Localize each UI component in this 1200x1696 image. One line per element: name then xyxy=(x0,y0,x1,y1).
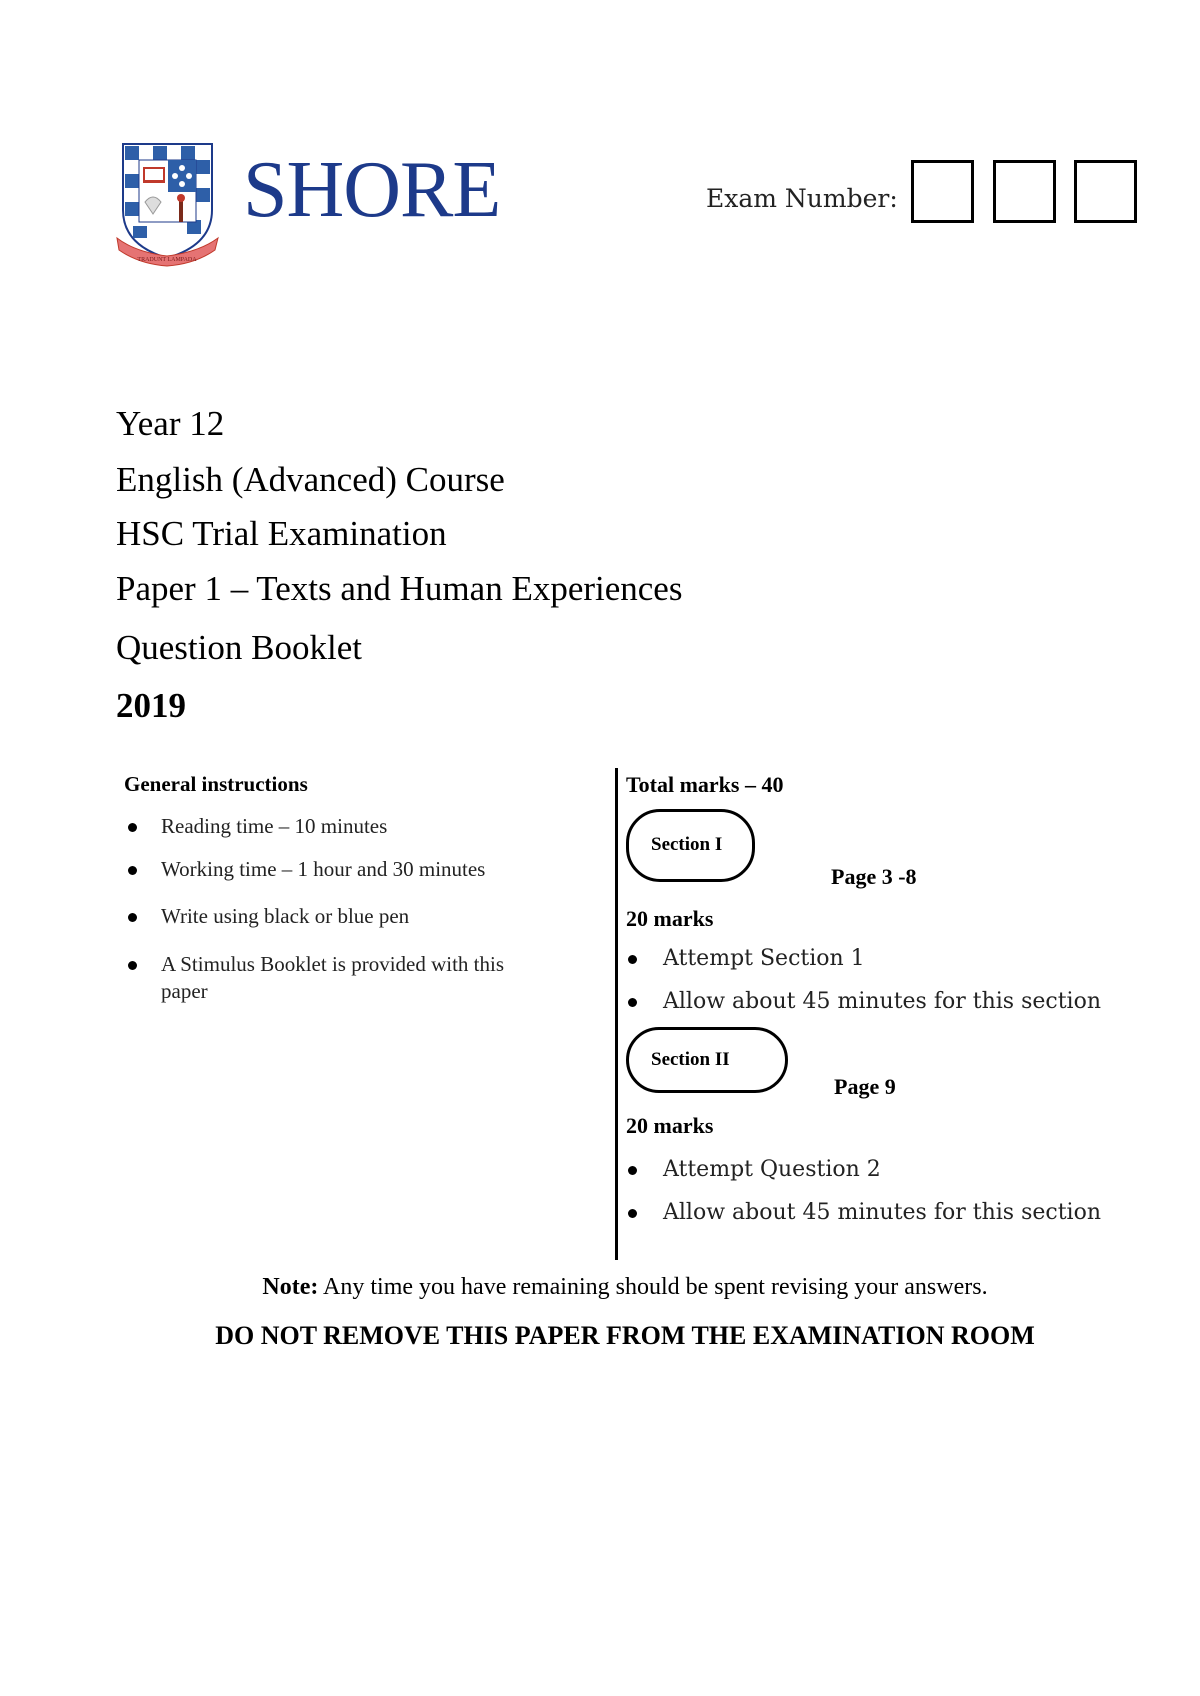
section-1-label: Section I xyxy=(651,834,723,855)
warning-text: DO NOT REMOVE THIS PAPER FROM THE EXAMINATION ROOM xyxy=(215,1321,1035,1350)
instruction-item: Working time – 1 hour and 30 minutes xyxy=(161,857,486,881)
note-text: Any time you have remaining should be spent revising your answers. xyxy=(318,1274,988,1300)
title-course: English (Advanced) Course xyxy=(116,460,505,499)
title-booklet: Question Booklet xyxy=(116,628,362,667)
instruction-item: A Stimulus Booklet is provided with this xyxy=(161,952,505,976)
instruction-item-continued: paper xyxy=(161,979,208,1003)
crest-motto: TRADUNT LAMPADA xyxy=(137,257,197,263)
school-logo-text: SHORE xyxy=(243,146,501,234)
exam-number-box-1[interactable] xyxy=(911,160,974,223)
note-label: Note: xyxy=(262,1274,319,1300)
bullet-icon xyxy=(128,961,137,970)
bullet-icon xyxy=(628,998,637,1007)
exam-number-box-2[interactable] xyxy=(993,160,1056,223)
instruction-item: Reading time – 10 minutes xyxy=(161,814,388,838)
section-2-item: Attempt Question 2 xyxy=(663,1157,881,1182)
bullet-icon xyxy=(628,1209,637,1218)
section-1-marks: 20 marks xyxy=(626,906,714,931)
section-2-badge xyxy=(626,1027,788,1093)
instruction-item: Write using black or blue pen xyxy=(161,904,410,928)
column-divider xyxy=(615,768,618,1260)
note-line xyxy=(0,1274,1200,1301)
section-1-item: Allow about 45 minutes for this section xyxy=(663,989,1101,1014)
bullet-icon xyxy=(128,823,137,832)
title-exam: HSC Trial Examination xyxy=(116,514,447,553)
bullet-icon xyxy=(128,913,137,922)
section-1-badge xyxy=(626,809,755,882)
general-instructions-heading: General instructions xyxy=(124,772,308,796)
bullet-icon xyxy=(128,866,137,875)
total-marks: Total marks – 40 xyxy=(626,772,784,797)
section-2-page: Page 9 xyxy=(834,1074,896,1099)
section-2-marks: 20 marks xyxy=(626,1113,714,1138)
exam-number-box-3[interactable] xyxy=(1074,160,1137,223)
exam-number-label: Exam Number: xyxy=(706,184,898,213)
title-year: Year 12 xyxy=(116,404,225,443)
school-crest-logo xyxy=(115,140,220,268)
title-year-2019: 2019 xyxy=(116,686,186,725)
section-1-page: Page 3 -8 xyxy=(831,864,917,889)
bullet-icon xyxy=(628,1166,637,1175)
bullet-icon xyxy=(628,955,637,964)
section-1-item: Attempt Section 1 xyxy=(663,946,865,971)
section-2-label: Section II xyxy=(651,1049,730,1070)
section-2-item: Allow about 45 minutes for this section xyxy=(663,1200,1101,1225)
title-paper: Paper 1 – Texts and Human Experiences xyxy=(116,569,683,608)
